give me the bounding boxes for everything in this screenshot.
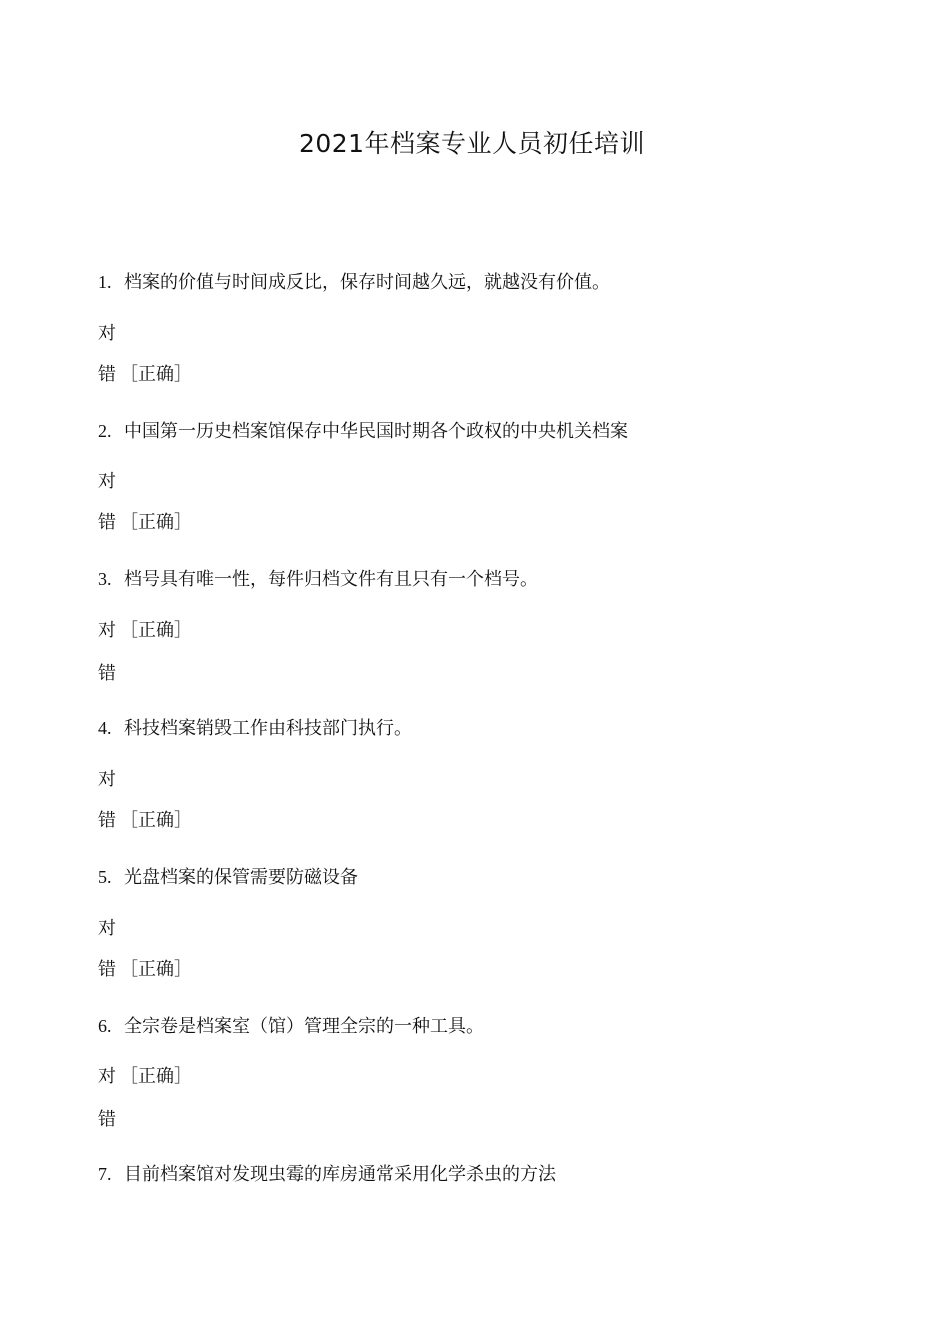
option-label: 对	[98, 918, 116, 939]
question-text: 中国第一历史档案馆保存中华民国时期各个政权的中央机关档案	[124, 421, 628, 442]
option-label: 错	[98, 1109, 116, 1130]
answer-mark: ［正确］	[120, 1066, 192, 1087]
question-number: 4.	[98, 718, 112, 738]
question-number: 2.	[98, 421, 112, 441]
question-5-option-false	[98, 957, 192, 983]
question-3-option-true	[98, 618, 192, 644]
question-3	[98, 566, 858, 593]
question-text: 科技档案销毁工作由科技部门执行。	[124, 718, 412, 739]
question-5	[98, 864, 858, 891]
option-label: 对	[98, 769, 116, 790]
answer-mark: ［正确］	[120, 512, 192, 533]
question-6-option-true	[98, 1064, 192, 1090]
question-1-option-false	[98, 362, 192, 388]
question-1	[98, 269, 858, 296]
question-5-option-true	[98, 916, 120, 942]
answer-mark: ［正确］	[120, 959, 192, 980]
question-2-option-true	[98, 469, 120, 495]
question-number: 3.	[98, 569, 112, 589]
option-label: 错	[98, 512, 116, 533]
page-title: 2021年档案专业人员初任培训	[298, 129, 646, 158]
question-2	[98, 418, 858, 445]
question-text: 档号具有唯一性，每件归档文件有且只有一个档号。	[124, 569, 538, 590]
option-label: 对	[98, 620, 116, 641]
question-text: 全宗卷是档案室（馆）管理全宗的一种工具。	[124, 1016, 484, 1037]
question-text: 档案的价值与时间成反比，保存时间越久远，就越没有价值。	[124, 272, 610, 293]
question-text: 目前档案馆对发现虫霉的库房通常采用化学杀虫的方法	[124, 1164, 556, 1185]
option-label: 错	[98, 959, 116, 980]
question-4	[98, 715, 858, 742]
question-4-option-false	[98, 808, 192, 834]
answer-mark: ［正确］	[120, 620, 192, 641]
question-3-option-false	[98, 661, 120, 687]
option-label: 对	[98, 471, 116, 492]
question-2-option-false	[98, 510, 192, 536]
answer-mark: ［正确］	[120, 364, 192, 385]
option-label: 对	[98, 323, 116, 344]
option-label: 错	[98, 364, 116, 385]
question-number: 7.	[98, 1164, 112, 1184]
option-label: 错	[98, 663, 116, 684]
question-number: 6.	[98, 1016, 112, 1036]
question-number: 5.	[98, 867, 112, 887]
answer-mark: ［正确］	[120, 810, 192, 831]
question-number: 1.	[98, 272, 112, 292]
question-7	[98, 1161, 858, 1188]
question-4-option-true	[98, 767, 120, 793]
question-6-option-false	[98, 1107, 120, 1133]
question-6	[98, 1013, 858, 1040]
question-text: 光盘档案的保管需要防磁设备	[124, 867, 358, 888]
option-label: 对	[98, 1066, 116, 1087]
question-1-option-true	[98, 321, 120, 347]
option-label: 错	[98, 810, 116, 831]
